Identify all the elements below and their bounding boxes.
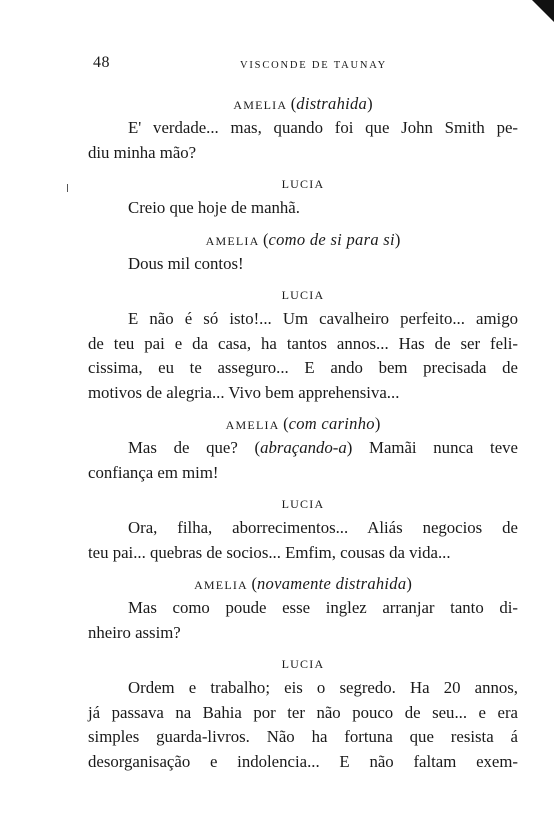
speech [88,676,518,774]
speech [88,436,518,485]
speaker-name: AMELIA [233,98,287,112]
stage-direction: como de si para si [268,229,395,249]
speaker-name: LUCIA [281,288,325,302]
speaker-heading [88,652,518,676]
speaker-heading: AMELIA (como de si para si) [205,229,401,249]
speaker-heading: AMELIA (com carinho) [225,414,381,433]
speaker-name: AMELIA [194,578,248,592]
speech-line: confiança em mim! [88,462,219,482]
speaker-heading [88,283,518,307]
speech [88,116,518,165]
speech-line: E não é só isto!... Um cavalheiro perfeito... amigo [128,309,518,328]
speech-line: Mas como poude esse inglez arranjar tanto di- [128,598,518,617]
speech [88,252,518,277]
speech-line: já passava na Bahia por ter não pouco de seu... e era [88,702,518,722]
stage-direction: com carinho [288,414,375,433]
speech-line: motivos de alegria... Vivo bem apprehensiva... [88,382,400,402]
speech [88,196,518,221]
page-number: 48 [93,54,110,71]
speech-line: simples guarda-livros. Não ha fortuna que resista á [88,727,518,746]
stage-direction: novamente distrahida [256,574,407,593]
margin-mark [67,184,68,192]
speaker-name: AMELIA [225,418,279,432]
running-head: VISCONDE DE TAUNAY [240,60,388,71]
stage-direction: distrahida [296,94,368,113]
speech-line: Mas de que? (abraçando-a) Mamãi nunca teve [128,438,518,457]
speech-line: Ordem e trabalho; eis o segredo. Ha 20 annos, [128,678,518,697]
speaker-name: LUCIA [281,657,325,671]
speech-line: cissima, eu te asseguro... E ando bem precisada de [88,358,518,377]
page-body [88,92,518,781]
speaker-name: LUCIA [281,177,325,191]
speech-line: de teu pai e da casa, ha tantos annos... Has de ser feli- [88,333,518,353]
speech-line: teu pai... quebras de socios... Emfim, cousas da vida... [88,542,451,562]
speaker-heading: AMELIA (novamente distrahida) [194,574,412,593]
speech-line: desorganisação e indolencia... E não faltam exem- [88,751,518,771]
page-header [0,0,554,80]
speaker-name: AMELIA [205,233,259,248]
speech-line: E' verdade... mas, quando foi que John Smith pe- [128,118,518,137]
speech-line: Dous mil contos! [128,253,244,273]
speech-line: nheiro assim? [88,622,181,642]
speech-line: Creio que hoje de manhã. [128,198,300,217]
speaker-heading [88,172,518,196]
inline-stage-direction: abraçando-a [260,438,347,457]
speaker-heading [88,492,518,516]
speaker-heading: AMELIA (distrahida) [233,94,373,113]
speech [88,516,518,565]
speech-line: Ora, filha, aborrecimentos... Aliás negocios de [128,518,518,537]
speech [88,596,518,645]
speaker-name: LUCIA [281,497,325,511]
speech [88,307,518,405]
speech-line: diu minha mão? [88,142,197,162]
